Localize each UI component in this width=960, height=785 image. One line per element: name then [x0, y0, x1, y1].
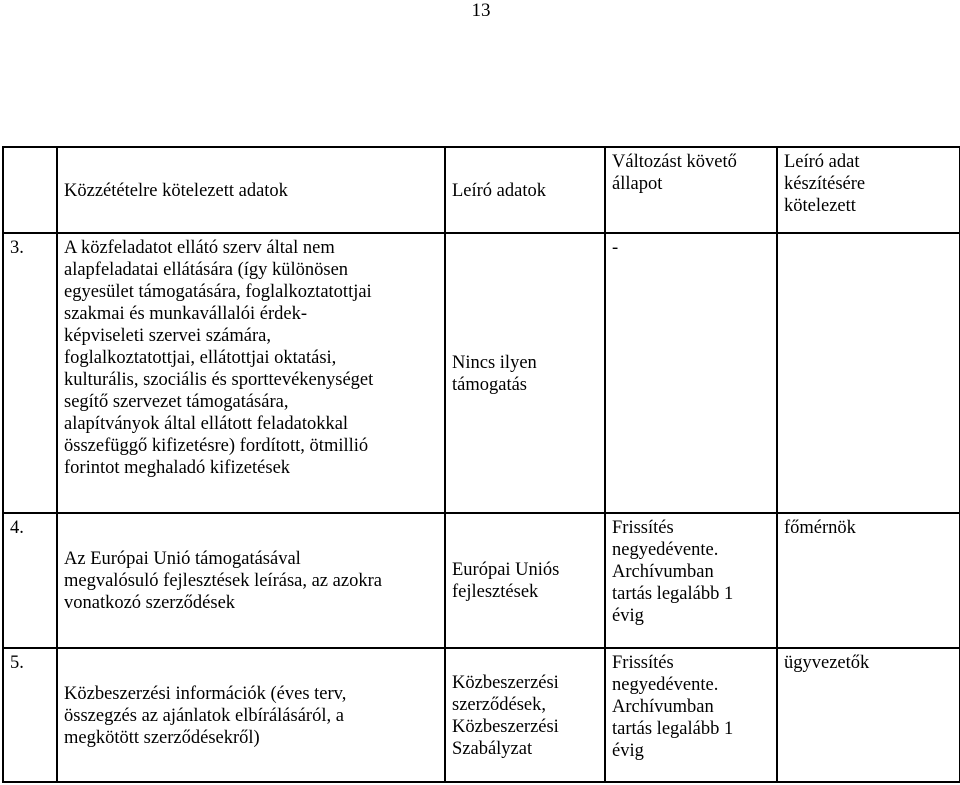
row-state: Frissítés negyedévente. Archívumban tartás legalább 1 évig — [605, 648, 777, 782]
header-desc: Leíró adatok — [445, 147, 605, 233]
row-data: Közbeszerzési információk (éves terv, összegzés az ajánlatok elbírálásáról, a megkötött szerződésekről) — [57, 648, 445, 782]
row-desc: Európai Uniós fejlesztések — [445, 513, 605, 648]
page-number: 13 — [471, 0, 491, 21]
row-data: Az Európai Unió támogatásával megvalósuló fejlesztések leírása, az azokra vonatkozó szerződések — [57, 513, 445, 648]
row-desc: Nincs ilyen támogatás — [445, 233, 605, 513]
header-num — [3, 147, 57, 233]
row-state: - — [605, 233, 777, 513]
row-state: Frissítés negyedévente. Archívumban tartás legalább 1 évig — [605, 513, 777, 648]
header-resp: Leíró adat készítésére kötelezett — [777, 147, 960, 233]
table-row — [3, 648, 960, 782]
row-desc: Közbeszerzési szerződések, Közbeszerzési Szabályzat — [445, 648, 605, 782]
disclosure-table — [2, 146, 960, 783]
header-state: Változást követő állapot — [605, 147, 777, 233]
row-num: 4. — [3, 513, 57, 648]
row-data: A közfeladatot ellátó szerv által nem alapfeladatai ellátására (így különösen egyesület támogatására, foglalkoztatottjai szakmai és munkavállalói érdek- képviseleti szervei számára, foglalkoztatottjai, ellátottjai oktatási, kulturális, szociális és sporttevékenységet segítő szervezet támogatására, alapítványok által ellátott feladatokkal összefüggő kifizetésre) fordított, ötmillió forintot meghaladó kifizetések — [57, 233, 445, 513]
table-row — [3, 513, 960, 648]
row-num: 3. — [3, 233, 57, 513]
row-num: 5. — [3, 648, 57, 782]
row-resp: főmérnök — [777, 513, 960, 648]
header-data: Közzétételre kötelezett adatok — [57, 147, 445, 233]
table-row — [3, 233, 960, 513]
row-resp: ügyvezetők — [777, 648, 960, 782]
row-resp — [777, 233, 960, 513]
table-header-row — [3, 147, 960, 233]
